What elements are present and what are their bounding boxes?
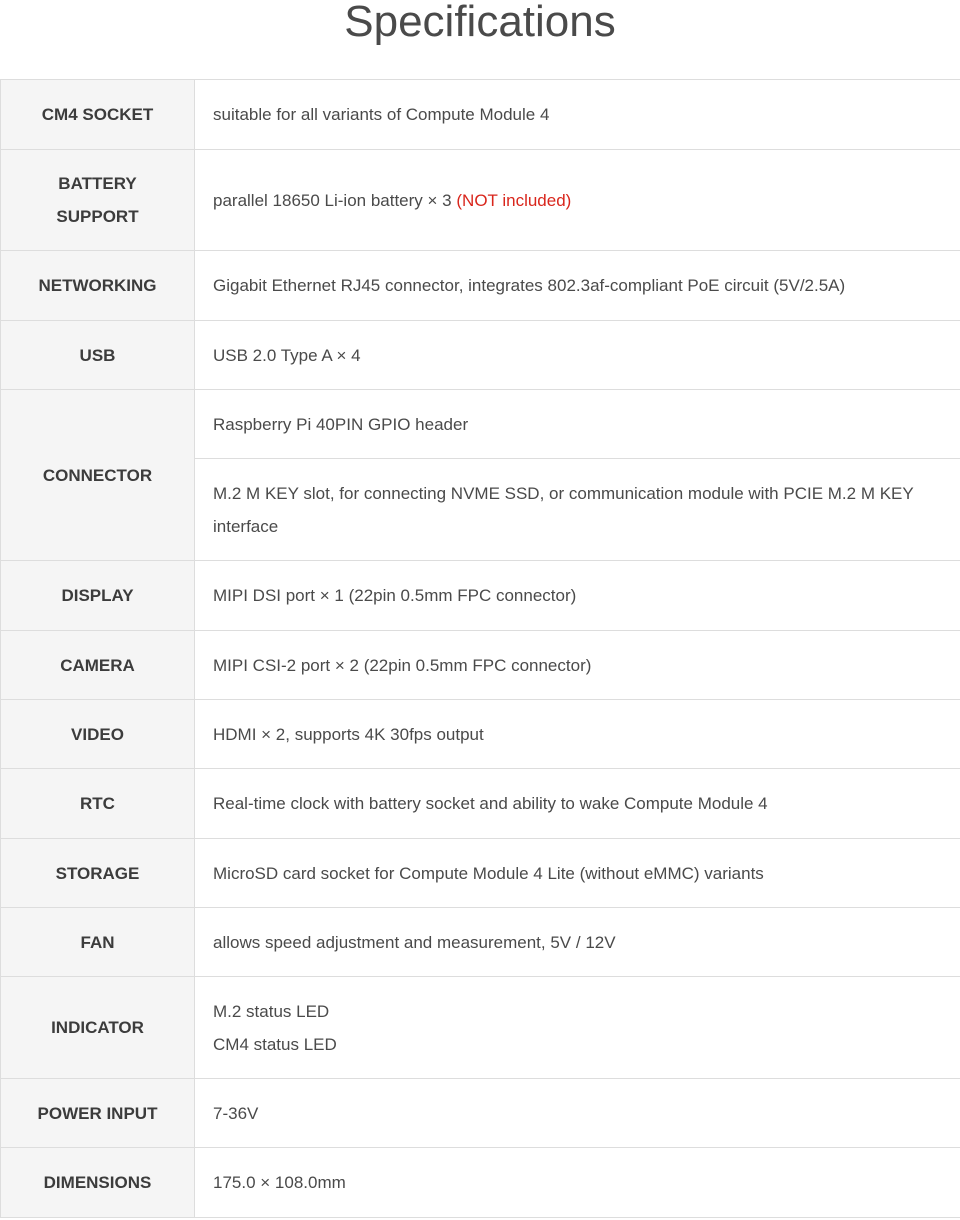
spec-value: allows speed adjustment and measurement, 5V / 12V xyxy=(195,908,960,977)
spec-value: suitable for all variants of Compute Module 4 xyxy=(195,80,960,150)
spec-row-video xyxy=(1,700,960,769)
spec-label: CAMERA xyxy=(1,631,195,700)
spec-label: NETWORKING xyxy=(1,251,195,321)
spec-value: HDMI × 2, supports 4K 30fps output xyxy=(195,700,960,769)
spec-row-battery-support xyxy=(1,150,960,251)
spec-label: CONNECTOR xyxy=(1,390,195,561)
spec-label: POWER INPUT xyxy=(1,1079,195,1148)
spec-value-line: M.2 status LED xyxy=(213,1001,330,1021)
spec-row-camera xyxy=(1,631,960,700)
spec-value xyxy=(195,977,960,1079)
spec-label-line: SUPPORT xyxy=(56,207,139,226)
spec-value: Real-time clock with battery socket and ability to wake Compute Module 4 xyxy=(195,769,960,839)
spec-value-line: CM4 status LED xyxy=(213,1034,337,1054)
spec-value: MIPI CSI-2 port × 2 (22pin 0.5mm FPC connector) xyxy=(195,631,960,700)
not-included-note: (NOT included) xyxy=(456,190,572,210)
spec-value: 175.0 × 108.0mm xyxy=(195,1148,960,1218)
spec-value: Gigabit Ethernet RJ45 connector, integrates 802.3af-compliant PoE circuit (5V/2.5A) xyxy=(195,251,960,321)
spec-label: FAN xyxy=(1,908,195,977)
spec-row-display xyxy=(1,561,960,631)
spec-row-fan xyxy=(1,908,960,977)
spec-row-cm4-socket xyxy=(1,80,960,150)
spec-row-indicator xyxy=(1,977,960,1079)
spec-label: DISPLAY xyxy=(1,561,195,631)
spec-row-dimensions xyxy=(1,1148,960,1218)
spec-label: RTC xyxy=(1,769,195,839)
spec-value: MIPI DSI port × 1 (22pin 0.5mm FPC connector) xyxy=(195,561,960,631)
spec-label: CM4 SOCKET xyxy=(1,80,195,150)
spec-value: 7-36V xyxy=(195,1079,960,1148)
spec-value: USB 2.0 Type A × 4 xyxy=(195,321,960,390)
spec-value xyxy=(195,150,960,251)
spec-row-networking xyxy=(1,251,960,321)
spec-label: VIDEO xyxy=(1,700,195,769)
page-title: Specifications xyxy=(344,0,616,46)
spec-value: Raspberry Pi 40PIN GPIO header xyxy=(195,390,960,459)
spec-row-power-input xyxy=(1,1079,960,1148)
spec-row-storage xyxy=(1,839,960,908)
spec-label xyxy=(1,150,195,251)
spec-label: USB xyxy=(1,321,195,390)
spec-value: M.2 M KEY slot, for connecting NVME SSD, or communication module with PCIE M.2 M KEY interface xyxy=(195,459,960,561)
spec-label: INDICATOR xyxy=(1,977,195,1079)
spec-label: DIMENSIONS xyxy=(1,1148,195,1218)
spec-value-text: parallel 18650 Li-ion battery × 3 xyxy=(213,190,452,210)
spec-label: STORAGE xyxy=(1,839,195,908)
specifications-table xyxy=(0,79,960,1218)
spec-label-line: BATTERY xyxy=(58,174,137,193)
spec-row-connector xyxy=(1,390,960,459)
spec-row-rtc xyxy=(1,769,960,839)
spec-row-usb xyxy=(1,321,960,390)
spec-value: MicroSD card socket for Compute Module 4 Lite (without eMMC) variants xyxy=(195,839,960,908)
